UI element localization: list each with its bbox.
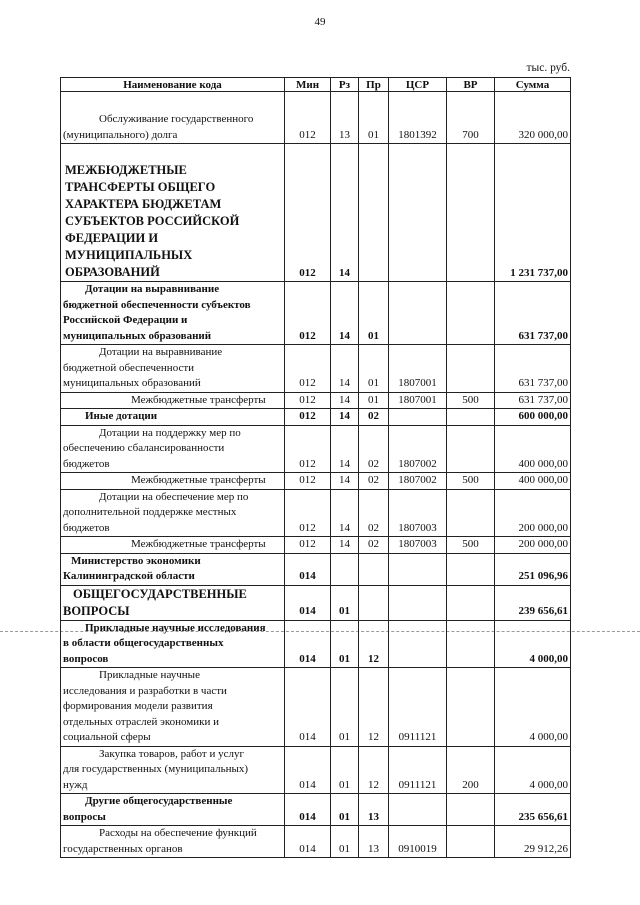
cell-name-text: Прикладные научные исследования и разработки в части формирования модели развития отдельных отраслей экономики и социальной сферы	[63, 669, 227, 743]
cell-rz	[331, 409, 359, 426]
cell-vr	[447, 826, 495, 858]
cell-sum-text: 200 000,00	[518, 521, 568, 534]
cell-csr	[389, 92, 447, 144]
cell-pr	[359, 489, 389, 537]
col-header-vr: ВР	[447, 78, 495, 92]
cell-pr-text: 01	[368, 329, 379, 342]
cell-vr-text: 500	[462, 538, 479, 550]
cell-name	[61, 553, 285, 585]
cell-pr	[359, 392, 389, 409]
cell-csr	[389, 144, 447, 282]
cell-pr-text: 01	[368, 128, 379, 141]
cell-rz	[331, 826, 359, 858]
cell-vr	[447, 425, 495, 473]
cell-vr	[447, 409, 495, 426]
cell-name	[61, 489, 285, 537]
cell-name-text: Другие общегосударственные вопросы	[63, 795, 233, 823]
cell-min	[285, 826, 331, 858]
cell-pr-text: 13	[368, 810, 379, 823]
cell-rz	[331, 473, 359, 490]
cell-sum-text: 239 656,61	[518, 605, 568, 617]
cell-rz-text: 14	[339, 266, 350, 279]
cell-sum-text: 4 000,00	[529, 731, 568, 743]
cell-sum	[495, 473, 571, 490]
cell-sum	[495, 668, 571, 747]
cell-rz	[331, 282, 359, 345]
cell-min	[285, 620, 331, 668]
cell-vr	[447, 392, 495, 409]
cell-vr	[447, 282, 495, 345]
cell-csr-text: 1807001	[398, 393, 437, 406]
cell-csr	[389, 746, 447, 794]
cell-rz-text: 01	[339, 652, 350, 665]
cell-rz-text: 14	[339, 377, 350, 389]
cell-sum	[495, 392, 571, 409]
cell-name-text: Расходы на обеспечение функций государственных органов	[63, 827, 257, 855]
table-row	[61, 585, 571, 620]
cell-rz	[331, 746, 359, 794]
cell-rz-text: 13	[339, 128, 350, 141]
col-header-pr: Пр	[359, 78, 389, 92]
cell-pr	[359, 620, 389, 668]
col-header-min: Мин	[285, 78, 331, 92]
table-row	[61, 282, 571, 345]
cell-min	[285, 585, 331, 620]
cell-name-text: Дотации на выравнивание бюджетной обеспеченности муниципальных образований	[63, 346, 223, 389]
cell-min	[285, 537, 331, 554]
cell-name-text: Министерство экономики Калининградской области	[63, 554, 201, 582]
table-row	[61, 473, 571, 490]
cell-name	[61, 409, 285, 426]
cell-min-text: 014	[299, 778, 316, 791]
col-header-csr: ЦСР	[389, 78, 447, 92]
col-header-rz: Рз	[331, 78, 359, 92]
cell-pr-text: 12	[368, 731, 379, 743]
cell-name	[61, 425, 285, 473]
table-row	[61, 826, 571, 858]
table-row	[61, 553, 571, 585]
cell-min-text: 014	[299, 570, 316, 582]
cell-vr-text: 700	[462, 128, 479, 141]
cell-csr	[389, 473, 447, 490]
cell-sum-text: 200 000,00	[518, 538, 568, 550]
table-row	[61, 92, 571, 144]
cell-sum-text: 631 737,00	[518, 377, 568, 389]
cell-sum	[495, 537, 571, 554]
cell-name	[61, 620, 285, 668]
cell-pr-text: 01	[368, 393, 379, 406]
cell-rz	[331, 553, 359, 585]
cell-sum-text: 400 000,00	[518, 474, 568, 486]
cell-name-text: Межбюджетные трансферты	[131, 393, 266, 406]
cell-name	[61, 746, 285, 794]
cell-csr	[389, 409, 447, 426]
cell-vr	[447, 794, 495, 826]
cell-name-text: Иные дотации	[85, 410, 158, 422]
cell-sum	[495, 144, 571, 282]
cell-vr-text: 200	[462, 778, 479, 791]
table-row	[61, 668, 571, 747]
cell-min	[285, 92, 331, 144]
cell-sum-text: 4 000,00	[529, 778, 568, 791]
cell-pr	[359, 92, 389, 144]
cell-name-text: Прикладные научные исследования в области общегосударственных вопросов	[63, 621, 266, 665]
cell-name-text: Межбюджетные трансферты	[131, 474, 266, 486]
cell-pr	[359, 144, 389, 282]
cell-sum-text: 1 231 737,00	[510, 266, 568, 279]
cell-vr	[447, 585, 495, 620]
table-body	[61, 92, 571, 858]
cell-pr-text: 02	[368, 410, 379, 422]
cell-rz-text: 14	[339, 521, 350, 534]
cell-sum	[495, 345, 571, 393]
cell-name	[61, 585, 285, 620]
cell-csr	[389, 620, 447, 668]
cell-rz-text: 01	[339, 731, 350, 743]
cell-min-text: 014	[299, 731, 316, 743]
cell-pr	[359, 746, 389, 794]
page-number: 49	[314, 16, 326, 28]
table-header-row	[61, 78, 571, 92]
cell-rz-text: 14	[339, 538, 350, 550]
cell-csr	[389, 794, 447, 826]
cell-min-text: 012	[299, 474, 316, 486]
cell-name	[61, 537, 285, 554]
cell-sum-text: 29 912,26	[524, 842, 568, 855]
cell-csr	[389, 537, 447, 554]
cell-csr-text: 1801392	[398, 128, 437, 141]
cell-sum	[495, 794, 571, 826]
cell-min-text: 012	[299, 329, 316, 342]
cell-min	[285, 746, 331, 794]
cell-csr	[389, 392, 447, 409]
cell-vr	[447, 144, 495, 282]
cell-rz	[331, 668, 359, 747]
table-row	[61, 392, 571, 409]
cell-min-text: 012	[299, 538, 316, 550]
cell-vr	[447, 489, 495, 537]
cell-sum-text: 631 737,00	[518, 329, 568, 342]
cell-name	[61, 92, 285, 144]
cell-sum-text: 631 737,00	[518, 393, 568, 406]
cell-min-text: 014	[299, 652, 316, 665]
cell-sum	[495, 826, 571, 858]
cell-name	[61, 826, 285, 858]
cell-csr-text: 1807003	[398, 521, 437, 534]
cell-name-text: МЕЖБЮДЖЕТНЫЕ ТРАНСФЕРТЫ ОБЩЕГО ХАРАКТЕРА БЮДЖЕТАМ СУБЪЕКТОВ РОССИЙСКОЙ ФЕДЕРАЦИИ И МУНИЦИПАЛЬНЫХ ОБРАЗОВАНИЙ	[65, 163, 240, 279]
cell-name-text: Закупка товаров, работ и услуг для государственных (муниципальных) нужд	[63, 747, 249, 791]
cell-rz	[331, 392, 359, 409]
cell-pr	[359, 345, 389, 393]
cell-min-text: 012	[299, 393, 316, 406]
cell-rz	[331, 620, 359, 668]
cell-rz-text: 01	[339, 605, 350, 617]
table-row	[61, 537, 571, 554]
cell-pr	[359, 282, 389, 345]
cell-rz	[331, 489, 359, 537]
cell-rz	[331, 345, 359, 393]
cell-csr	[389, 668, 447, 747]
col-header-name: Наименование кода	[61, 78, 285, 92]
cell-pr	[359, 585, 389, 620]
cell-sum-text: 4 000,00	[529, 652, 568, 665]
cell-pr	[359, 425, 389, 473]
col-header-sum: Сумма	[495, 78, 571, 92]
cell-sum	[495, 92, 571, 144]
cell-name-text: Межбюджетные трансферты	[131, 538, 266, 550]
cell-min	[285, 144, 331, 282]
cell-sum	[495, 282, 571, 345]
cell-min-text: 014	[299, 605, 316, 617]
cell-min-text: 012	[299, 457, 316, 470]
cell-pr-text: 01	[368, 377, 379, 389]
cell-sum	[495, 489, 571, 537]
cell-pr	[359, 826, 389, 858]
cell-name	[61, 668, 285, 747]
cell-sum-text: 235 656,61	[518, 810, 568, 823]
cell-pr	[359, 537, 389, 554]
cell-rz-text: 14	[339, 474, 350, 486]
cell-vr	[447, 92, 495, 144]
cell-rz-text: 01	[339, 810, 350, 823]
cell-min	[285, 282, 331, 345]
cell-pr-text: 02	[368, 457, 379, 470]
cell-rz-text: 14	[339, 457, 350, 470]
cell-name-text: Дотации на обеспечение мер по дополнительной поддержке местных бюджетов	[63, 490, 249, 534]
cell-pr	[359, 473, 389, 490]
cell-name-text: Дотации на поддержку мер по обеспечению сбалансированности бюджетов	[63, 426, 241, 470]
cell-min	[285, 668, 331, 747]
cell-rz	[331, 537, 359, 554]
cell-csr-text: 0911121	[398, 778, 437, 791]
cell-rz	[331, 585, 359, 620]
cell-rz-text: 01	[339, 778, 350, 791]
cell-name	[61, 794, 285, 826]
table-row	[61, 409, 571, 426]
cell-min	[285, 425, 331, 473]
cell-name-text: Дотации на выравнивание бюджетной обеспеченности субъектов Российской Федерации и муниципальных образований	[63, 283, 251, 342]
cell-vr	[447, 668, 495, 747]
cell-csr-text: 0910019	[398, 842, 437, 855]
cell-name-text: ОБЩЕГОСУДАРСТВЕННЫЕ ВОПРОСЫ	[63, 586, 247, 618]
cell-rz-text: 01	[339, 842, 350, 855]
cell-vr	[447, 537, 495, 554]
cell-min	[285, 794, 331, 826]
cell-sum	[495, 620, 571, 668]
cell-rz-text: 14	[339, 393, 350, 406]
cell-min-text: 012	[299, 128, 316, 141]
cell-min	[285, 392, 331, 409]
cell-vr	[447, 553, 495, 585]
cell-vr	[447, 473, 495, 490]
cell-rz	[331, 794, 359, 826]
cell-vr	[447, 746, 495, 794]
cell-min	[285, 553, 331, 585]
cell-vr	[447, 345, 495, 393]
cell-vr-text: 500	[462, 393, 479, 406]
cell-pr-text: 13	[368, 842, 379, 855]
cell-csr	[389, 345, 447, 393]
cell-rz	[331, 425, 359, 473]
table-row	[61, 425, 571, 473]
cell-rz-text: 14	[339, 410, 350, 422]
cell-min	[285, 489, 331, 537]
cell-csr	[389, 282, 447, 345]
cell-name-text: Обслуживание государственного (муниципального) долга	[63, 113, 254, 141]
cell-min	[285, 345, 331, 393]
cell-sum	[495, 746, 571, 794]
cell-name	[61, 473, 285, 490]
cell-csr	[389, 826, 447, 858]
cell-name	[61, 392, 285, 409]
cell-name	[61, 144, 285, 282]
cell-sum-text: 600 000,00	[518, 410, 568, 422]
cell-min-text: 012	[299, 377, 316, 389]
cell-name	[61, 345, 285, 393]
cell-sum-text: 320 000,00	[518, 128, 568, 141]
table-row	[61, 746, 571, 794]
cell-pr	[359, 794, 389, 826]
budget-table	[60, 77, 571, 858]
cell-csr	[389, 425, 447, 473]
cell-csr-text: 1807001	[398, 377, 437, 389]
cell-sum	[495, 553, 571, 585]
table-row	[61, 345, 571, 393]
cell-pr	[359, 668, 389, 747]
table-row	[61, 620, 571, 668]
cell-sum	[495, 585, 571, 620]
cell-sum-text: 400 000,00	[518, 457, 568, 470]
cell-pr	[359, 409, 389, 426]
cell-min	[285, 473, 331, 490]
cell-min-text: 012	[299, 266, 316, 279]
table-row	[61, 144, 571, 282]
cell-min-text: 014	[299, 810, 316, 823]
cell-sum	[495, 409, 571, 426]
cell-pr-text: 12	[368, 652, 379, 665]
cell-csr-text: 1807002	[398, 457, 437, 470]
cell-sum	[495, 425, 571, 473]
cell-csr-text: 1807003	[398, 538, 437, 550]
cell-rz	[331, 144, 359, 282]
cell-min-text: 014	[299, 842, 316, 855]
cell-pr-text: 02	[368, 474, 379, 486]
cell-pr-text: 02	[368, 521, 379, 534]
cell-csr	[389, 553, 447, 585]
cell-rz-text: 14	[339, 329, 350, 342]
table-row	[61, 794, 571, 826]
cell-csr	[389, 585, 447, 620]
units-label: тыс. руб.	[526, 62, 570, 74]
cell-name	[61, 282, 285, 345]
cell-vr-text: 500	[462, 474, 479, 486]
cell-rz	[331, 92, 359, 144]
cell-csr-text: 1807002	[398, 474, 437, 486]
cell-min	[285, 409, 331, 426]
cell-csr	[389, 489, 447, 537]
cell-min-text: 012	[299, 410, 316, 422]
cell-vr	[447, 620, 495, 668]
cell-pr-text: 12	[368, 778, 379, 791]
cell-csr-text: 0911121	[398, 731, 437, 743]
cell-sum-text: 251 096,96	[518, 570, 568, 582]
cell-min-text: 012	[299, 521, 316, 534]
cell-pr	[359, 553, 389, 585]
table-row	[61, 489, 571, 537]
cell-pr-text: 02	[368, 538, 379, 550]
